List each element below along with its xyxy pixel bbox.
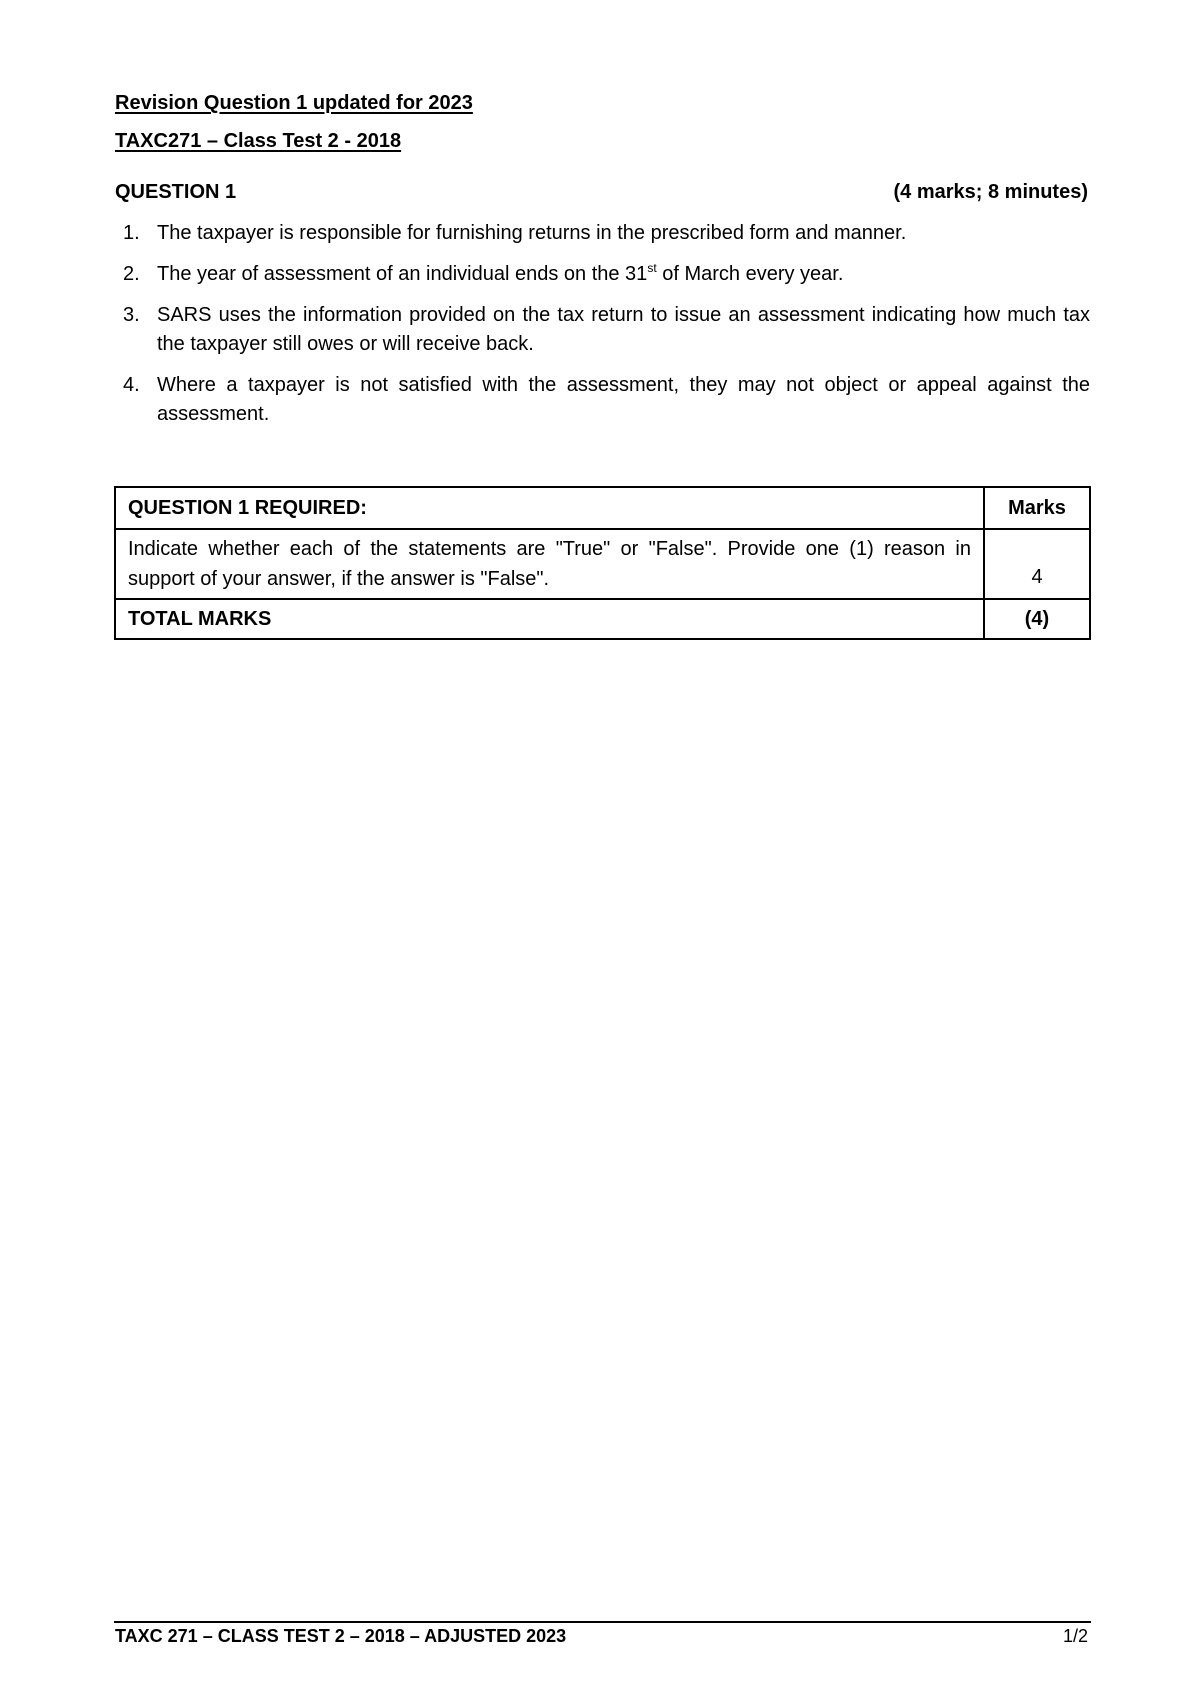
statement-text: Where a taxpayer is not satisfied with the assessment, they may not object or appeal against the assessment. [157, 374, 1090, 425]
statement-text [157, 260, 1090, 289]
table-header-row [115, 487, 1090, 529]
footer-divider [114, 1621, 1091, 1623]
marks-header: Marks [984, 487, 1090, 529]
total-label: TOTAL MARKS [115, 599, 984, 639]
statement-text-part: of March every year. [656, 263, 844, 285]
statement-text: The taxpayer is responsible for furnishing returns in the prescribed form and manner. [157, 222, 907, 244]
question-allocation: (4 marks; 8 minutes) [893, 181, 1088, 203]
required-instruction: Indicate whether each of the statements are "True" or "False". Provide one (1) reason in support of your answer, if the answer is "False". [115, 529, 984, 599]
statement-number: 4. [123, 374, 140, 396]
statement-item [115, 301, 1090, 359]
statement-item [115, 219, 1090, 248]
footer-title: TAXC 271 – CLASS TEST 2 – 2018 – ADJUSTED 2023 [115, 1626, 567, 1646]
test-title: TAXC271 – Class Test 2 - 2018 [115, 130, 402, 152]
instruction-marks: 4 [984, 529, 1090, 599]
ordinal-suffix: st [647, 261, 657, 275]
statement-text: SARS uses the information provided on the tax return to issue an assessment indicating how much tax the taxpayer still owes or will receive back. [157, 304, 1090, 355]
statement-item [115, 371, 1090, 429]
statement-text-part: The year of assessment of an individual ends on the 31 [157, 263, 648, 285]
table-row [115, 529, 1090, 599]
required-table [114, 486, 1091, 640]
question-label: QUESTION 1 [115, 181, 237, 203]
total-marks: (4) [984, 599, 1090, 639]
statement-list [115, 219, 1090, 441]
statement-item [115, 260, 1090, 289]
statement-number: 2. [123, 263, 140, 285]
required-header-label: QUESTION 1 REQUIRED: [115, 487, 984, 529]
page-number: 1/2 [1062, 1626, 1088, 1646]
statement-number: 3. [123, 304, 140, 326]
page-footer [115, 1626, 1088, 1647]
question-header [115, 181, 1088, 204]
total-row [115, 599, 1090, 639]
statement-number: 1. [123, 222, 140, 244]
revision-title: Revision Question 1 updated for 2023 [115, 92, 473, 114]
